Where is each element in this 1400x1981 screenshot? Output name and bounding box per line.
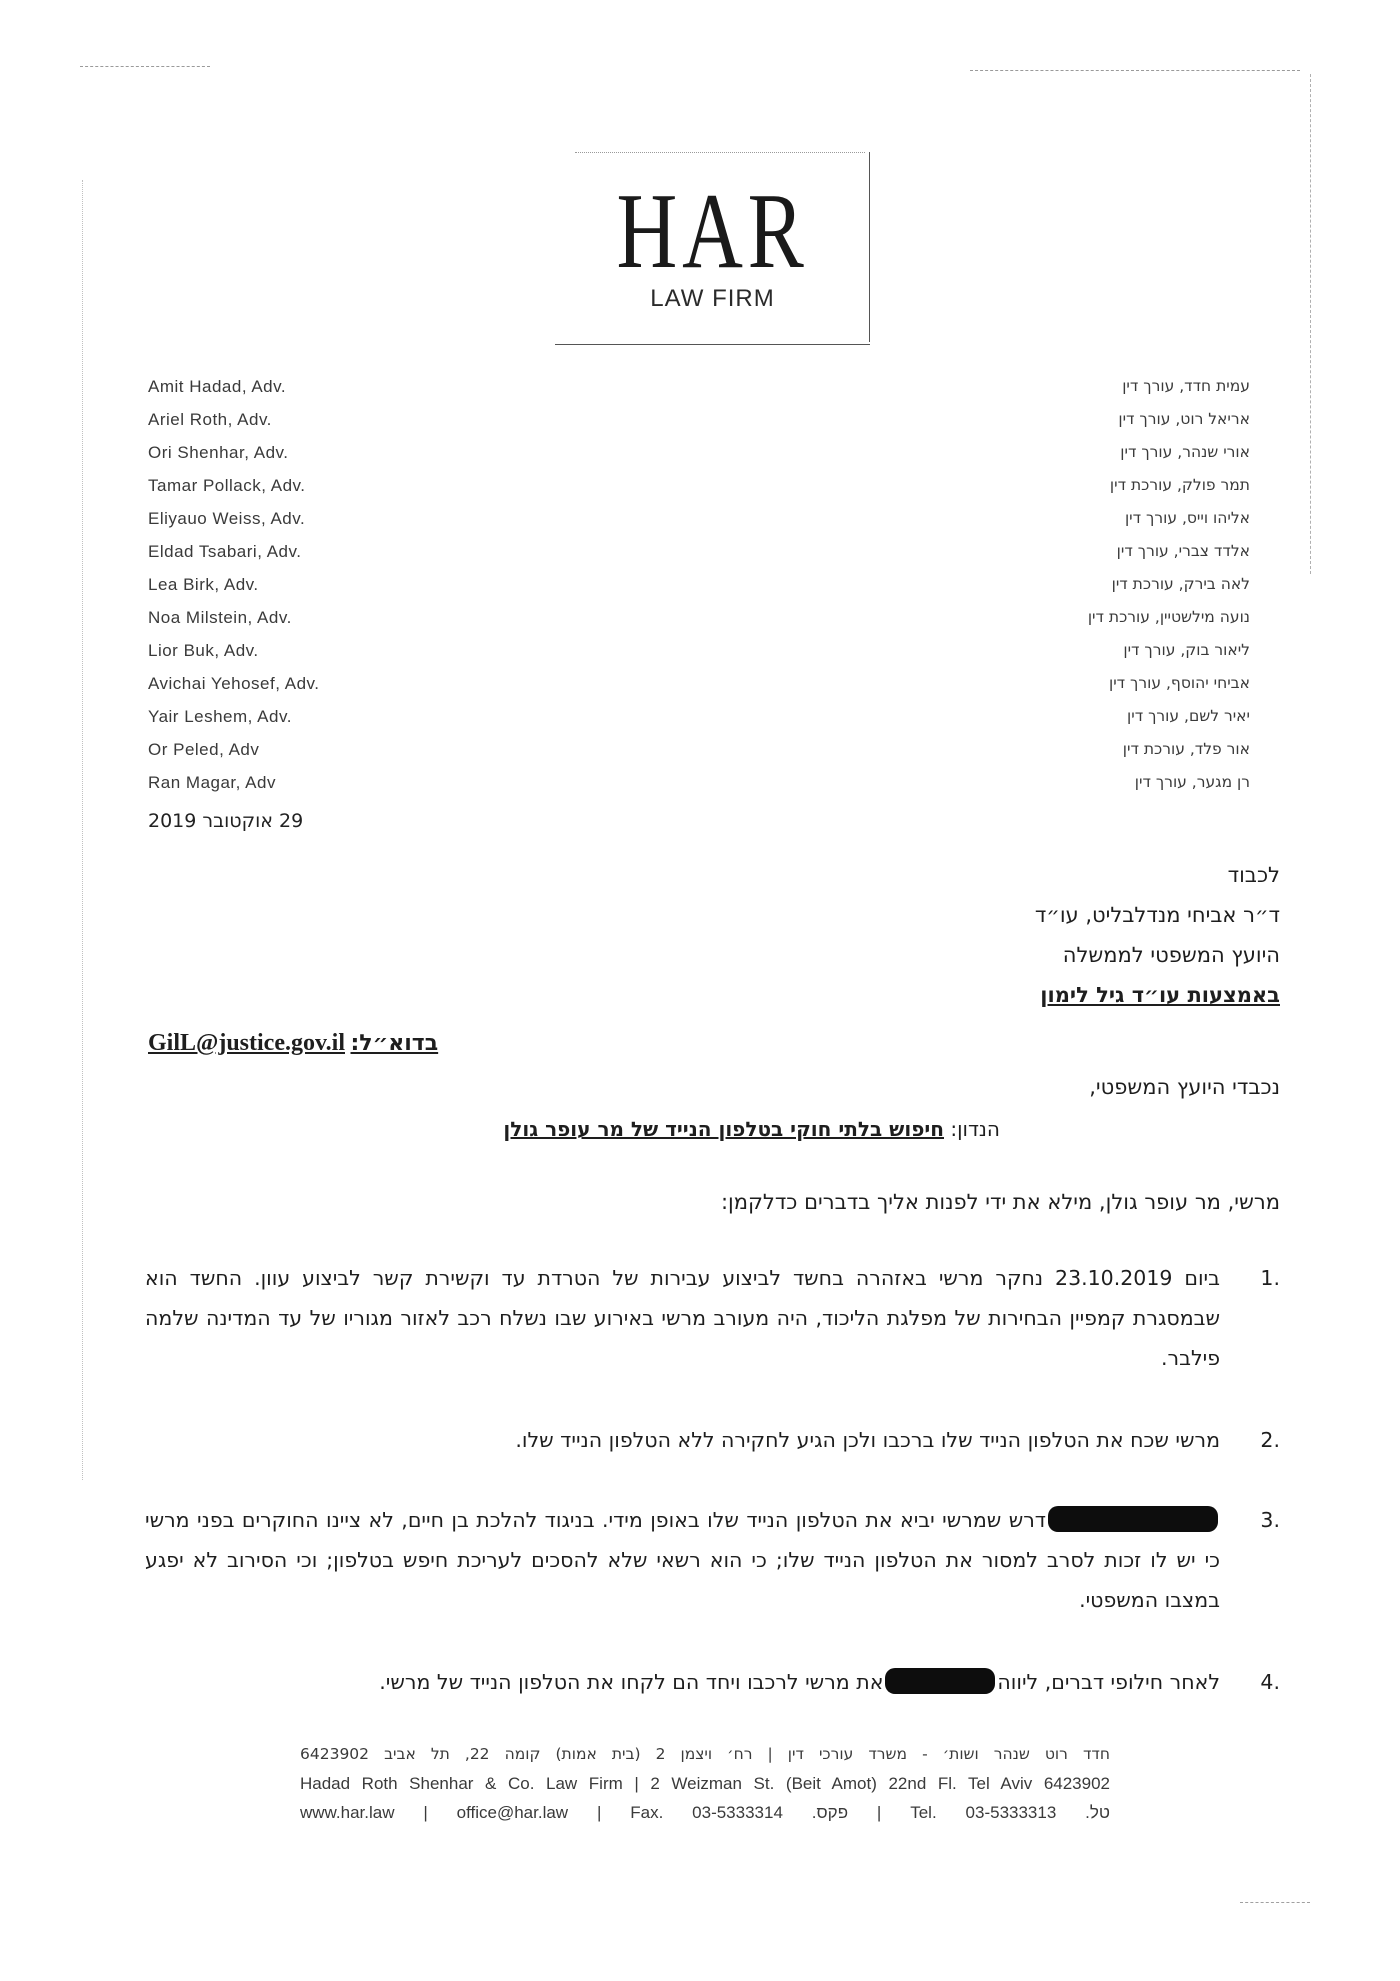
paragraph-text: לאחר חילופי דברים, ליווה bbox=[997, 1670, 1220, 1694]
paragraph-number: .1 bbox=[1260, 1266, 1280, 1290]
lawyer-name: נועה מילשטיין, עורכת דין bbox=[1087, 608, 1250, 626]
numbered-paragraph bbox=[145, 1662, 1280, 1702]
numbered-paragraph bbox=[145, 1500, 1280, 1620]
logo-mark: HAR bbox=[616, 172, 809, 291]
lawyer-name: עמית חדד, עורך דין bbox=[1122, 377, 1250, 395]
recipient-name: ד״ר אביחי מנדלבליט, עו״ד bbox=[1034, 903, 1280, 927]
scan-edge-mark bbox=[1310, 74, 1311, 574]
lawyer-name: לאה בירק, עורכת דין bbox=[1111, 575, 1250, 593]
lawyer-name: Lior Buk, Adv. bbox=[148, 641, 259, 660]
lawyer-name: אורי שנהר, עורך דין bbox=[1120, 443, 1250, 461]
recipient-honorific: לכבוד bbox=[1227, 863, 1280, 887]
lawyer-name: Amit Hadad, Adv. bbox=[148, 377, 287, 396]
scan-edge-mark bbox=[82, 180, 83, 1480]
numbered-paragraph bbox=[145, 1420, 1280, 1460]
lawyer-name: Avichai Yehosef, Adv. bbox=[148, 674, 320, 693]
email-address[interactable]: GilL@justice.gov.il bbox=[148, 1030, 345, 1056]
numbered-paragraph bbox=[145, 1258, 1280, 1378]
lawyers-list-english bbox=[148, 370, 468, 799]
lawyer-name: אביחי יהוסף, עורך דין bbox=[1108, 674, 1250, 692]
lawyer-name: רן מגער, עורך דין bbox=[1134, 773, 1250, 791]
lawyer-name: Or Peled, Adv bbox=[148, 740, 260, 759]
lawyer-name: יאיר לשם, עורך דין bbox=[1127, 707, 1250, 725]
paragraph-text: מרשי שכח את הטלפון הנייד שלו ברכבו ולכן הגיע לחקירה ללא הטלפון הנייד שלו. bbox=[515, 1428, 1220, 1452]
scan-edge-mark bbox=[1240, 1902, 1310, 1903]
letter-date: 29 אוקטובר 2019 bbox=[148, 810, 304, 832]
paragraph-body bbox=[145, 1500, 1220, 1620]
salutation: נכבדי היועץ המשפטי, bbox=[1089, 1075, 1280, 1099]
footer-address-hebrew: חדד רוט שנהר ושות׳ - משרד עורכי דין | רח׳ ויצמן 2 (בית אמות) קומה 22, תל אביב 6423902 bbox=[300, 1745, 1110, 1763]
paragraph-body bbox=[145, 1662, 1220, 1702]
lawyer-name: Eldad Tsabari, Adv. bbox=[148, 542, 302, 561]
paragraph-text: ביום 23.10.2019 נחקר מרשי באזהרה בחשד לביצוע עבירות של הטרדת עד וקשירת קשר לביצוע עוון. החשד הוא שבמסגרת קמפיין הבחירות של מפלגת הליכוד, היה מעורב מרשי באירוע שבו נשלח רכב לאזור מגוריו של עד המדינה שלמה פילבר. bbox=[145, 1266, 1220, 1370]
lawyers-list-hebrew bbox=[960, 370, 1250, 799]
paragraph-number: .4 bbox=[1260, 1670, 1280, 1694]
recipient-via: באמצעות עו״ד גיל לימון bbox=[1040, 983, 1280, 1007]
scan-edge-mark bbox=[80, 66, 210, 67]
scan-edge-mark bbox=[970, 70, 1300, 71]
lawyer-name: Tamar Pollack, Adv. bbox=[148, 476, 306, 495]
email-line bbox=[148, 1030, 648, 1057]
redaction-bar bbox=[885, 1668, 995, 1694]
firm-logo bbox=[555, 150, 870, 345]
footer-contacts: www.har.law | office@har.law | Fax. 03-5333314 .פקס | Tel. 03-5333313 .טל bbox=[300, 1803, 1110, 1822]
lawyer-name: אור פלד, עורכת דין bbox=[1122, 740, 1250, 758]
footer-address-english: Hadad Roth Shenhar & Co. Law Firm | 2 Weizman St. (Beit Amot) 22nd Fl. Tel Aviv 6423902 bbox=[300, 1774, 1110, 1793]
lawyer-name: ליאור בוק, עורך דין bbox=[1123, 641, 1250, 659]
logo-frame bbox=[869, 152, 870, 342]
lawyer-name: Eliyauo Weiss, Adv. bbox=[148, 509, 306, 528]
logo-frame bbox=[575, 152, 865, 153]
lawyer-name: Noa Milstein, Adv. bbox=[148, 608, 292, 627]
lawyer-name: Ran Magar, Adv bbox=[148, 773, 276, 792]
subject-label: הנדון: bbox=[950, 1117, 1000, 1141]
lawyer-name: Yair Leshem, Adv. bbox=[148, 707, 292, 726]
redaction-bar bbox=[1048, 1506, 1218, 1532]
logo-subtitle: LAW FIRM bbox=[650, 285, 775, 312]
paragraph-text: דרש שמרשי יביא את הטלפון הנייד שלו באופן מידי. בניגוד להלכת בן חיים, לא ציינו החוקרים בפני מרשי כי יש לו זכות לסרב למסור את הטלפון הנייד שלו; כי הוא רשאי שלא להסכים לעריכת חיפש בטלפון; וכי הסירוב לא יפגע במצבו המשפטי. bbox=[145, 1508, 1220, 1612]
paragraph-number: .2 bbox=[1260, 1428, 1280, 1452]
logo-frame bbox=[555, 344, 870, 345]
recipient-block bbox=[700, 855, 1280, 1015]
subject-line bbox=[300, 1117, 1000, 1141]
intro-paragraph: מרשי, מר עופר גולן, מילא את ידי לפנות אליך בדברים כדלקמן: bbox=[720, 1190, 1280, 1214]
paragraph-number: .3 bbox=[1260, 1508, 1280, 1532]
paragraph-text: את מרשי לרכבו ויחד הם לקחו את הטלפון הנייד של מרשי. bbox=[379, 1670, 884, 1694]
lawyer-name: תמר פולק, עורכת דין bbox=[1109, 476, 1250, 494]
lawyer-name: Ariel Roth, Adv. bbox=[148, 410, 272, 429]
recipient-title: היועץ המשפטי לממשלה bbox=[1062, 943, 1280, 967]
letter-footer bbox=[300, 1740, 1110, 1827]
email-label: בדוא״ל: bbox=[350, 1031, 439, 1056]
lawyer-name: Lea Birk, Adv. bbox=[148, 575, 259, 594]
lawyer-name: אריאל רוט, עורך דין bbox=[1118, 410, 1250, 428]
lawyer-name: Ori Shenhar, Adv. bbox=[148, 443, 289, 462]
subject-text: חיפוש בלתי חוקי בטלפון הנייד של מר עופר גולן bbox=[503, 1117, 944, 1141]
lawyer-name: אליהו וייס, עורך דין bbox=[1124, 509, 1250, 527]
lawyer-name: אלדד צברי, עורך דין bbox=[1116, 542, 1250, 560]
